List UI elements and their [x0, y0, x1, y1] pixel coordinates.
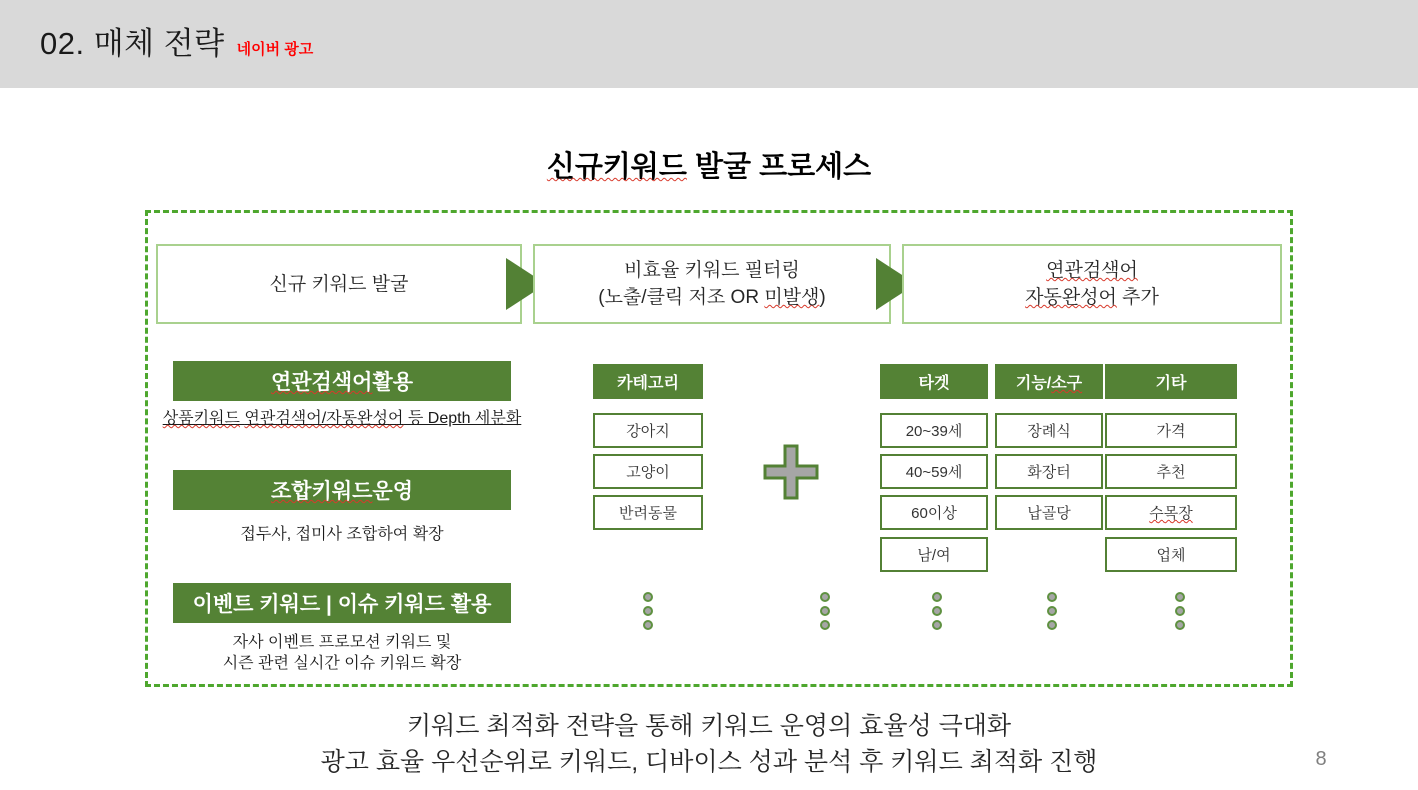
section-title: 02. 매체 전략: [40, 26, 225, 61]
keyword-item-company: 업체: [1105, 537, 1237, 572]
keyword-item-age-40-59: 40~59세: [880, 454, 988, 489]
strategy-header-event-keyword: 이벤트 키워드 | 이슈 키워드 활용: [173, 583, 511, 623]
summary-line-1: 키워드 최적화 전략을 통해 키워드 운영의 효율성 극대화: [406, 712, 1012, 740]
summary-line-2: 광고 효율 우선순위로 키워드, 디바이스 성과 분석 후 키워드 최적화 진행: [320, 748, 1098, 776]
ellipsis-dots-icon: [932, 592, 942, 630]
column-header-target: 타겟: [880, 364, 988, 399]
keyword-item-cat: 고양이: [593, 454, 703, 489]
page-number: 8: [1315, 748, 1327, 770]
strategy-desc-combo-keyword: 접두사, 접미사 조합하여 확장: [240, 526, 444, 543]
keyword-item-charnel: 납골당: [995, 495, 1103, 530]
strategy-desc-event-keyword: [123, 632, 561, 674]
process-step-3-line1: 연관검색어: [1046, 260, 1138, 281]
process-step-2: [533, 244, 891, 324]
process-step-2-line1: 비효율 키워드 필터링: [624, 260, 800, 281]
keyword-item-recommend: 추천: [1105, 454, 1237, 489]
section-subtitle: 네이버 광고: [236, 41, 314, 58]
keyword-item-age-20-39: 20~39세: [880, 413, 988, 448]
strategy-desc-event-line1: 자사 이벤트 프로모션 키워드 및: [232, 634, 452, 651]
strategy-desc-related-search: 상품키워드 연관검색어/자동완성어 등 Depth 세분화: [162, 410, 522, 427]
strategy-header-related-search: 연관검색어 활용: [173, 361, 511, 401]
column-header-category: 카테고리: [593, 364, 703, 399]
keyword-item-gender: 남/여: [880, 537, 988, 572]
keyword-item-price: 가격: [1105, 413, 1237, 448]
process-step-3: [902, 244, 1282, 324]
column-header-etc: 기타: [1105, 364, 1237, 399]
keyword-item-age-60plus: 60이상: [880, 495, 988, 530]
strategy-header-combo-keyword: 조합키워드 운영: [173, 470, 511, 510]
ellipsis-dots-icon: [643, 592, 653, 630]
process-step-2-line2: (노출/클릭 저조 OR 미발생): [598, 287, 826, 308]
process-step-1-label: 신규 키워드 발굴: [269, 273, 409, 295]
keyword-item-funeral: 장례식: [995, 413, 1103, 448]
process-step-3-line2: 자동완성어 추가: [1025, 287, 1159, 308]
keyword-item-dog: 강아지: [593, 413, 703, 448]
page-title: [0, 144, 1418, 185]
slide-header-bar: [0, 0, 1418, 88]
keyword-item-tree-burial: 수목장: [1105, 495, 1237, 530]
ellipsis-dots-icon: [820, 592, 830, 630]
process-step-1: [156, 244, 522, 324]
keyword-item-crematorium: 화장터: [995, 454, 1103, 489]
keyword-item-pet: 반려동물: [593, 495, 703, 530]
ellipsis-dots-icon: [1175, 592, 1185, 630]
page-title-rest: 발굴 프로세스: [686, 151, 872, 183]
page-title-wavy-part: 신규키워드: [546, 151, 687, 183]
strategy-desc-event-line2: 시즌 관련 실시간 이슈 키워드 확장: [222, 655, 462, 672]
ellipsis-dots-icon: [1047, 592, 1057, 630]
plus-icon: [763, 444, 819, 500]
column-header-function: 기능/ 소구: [995, 364, 1103, 399]
